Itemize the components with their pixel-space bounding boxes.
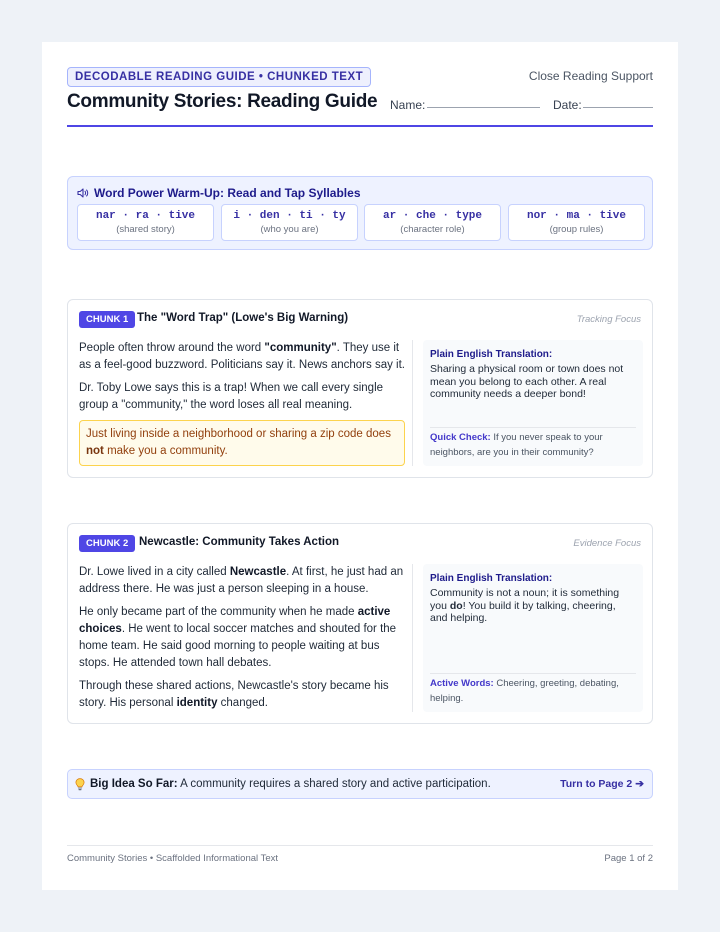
syllable-hint: (character role): [400, 224, 465, 235]
syllable-card-archetype[interactable]: [364, 204, 501, 241]
big-idea-text: Big Idea So Far: A community requires a shared story and active participation.: [90, 778, 491, 790]
chunk-focus: Tracking Focus: [576, 314, 641, 325]
name-field[interactable]: [427, 107, 540, 108]
translation-panel: [423, 564, 643, 712]
chunk-body: [79, 340, 405, 466]
syllable-hint: (shared story): [116, 224, 175, 235]
chunk-title: The "Word Trap" (Lowe's Big Warning): [137, 312, 349, 324]
name-label: Name:: [390, 98, 426, 112]
date-field[interactable]: [583, 107, 653, 108]
support-label: Close Reading Support: [528, 69, 653, 83]
guide-type-badge: DECODABLE READING GUIDE • CHUNKED TEXT: [67, 67, 371, 87]
word-warmup-panel: [67, 176, 653, 250]
chunk-2-card: [67, 523, 653, 724]
chunk-tag: CHUNK 2: [79, 535, 135, 552]
date-label: Date:: [553, 98, 582, 112]
translation-text: Community is not a noun; it is something you do! You build it by talking, cheering, and helping.: [430, 587, 620, 625]
warmup-heading: [77, 186, 361, 200]
worksheet-page: [42, 42, 678, 890]
chunk-title: Newcastle: Community Takes Action: [139, 536, 340, 548]
lightbulb-icon: [75, 778, 85, 791]
big-idea-bar: [67, 769, 653, 799]
quick-check: Quick Check: If you never speak to your neighbors, are you in their community?: [430, 432, 603, 458]
page-number: Page 1 of 2: [604, 853, 653, 864]
key-idea-callout: Just living inside a neighborhood or sharing a zip code does not make you a community.: [79, 420, 405, 466]
header-divider: [67, 125, 653, 127]
syllable-hint: (group rules): [549, 224, 604, 235]
syllable-card-narrative[interactable]: [77, 204, 214, 241]
chunk-paragraph: Dr. Toby Lowe says this is a trap! When we call every single group a "community," the word loses all real meaning.: [79, 382, 384, 411]
chunk-paragraph: People often throw around the word "community". They use it as a feel-good buzzword. Politicians say it. News anchors say it.: [79, 342, 405, 371]
chunk-1-card: [67, 299, 653, 478]
translation-text: Sharing a physical room or town does not mean you belong to each other. A real community needs a deeper bond!: [430, 363, 624, 401]
next-page-link[interactable]: Turn to Page 2 ➔: [560, 778, 644, 790]
speaker-icon: [77, 187, 89, 199]
chunk-tag: CHUNK 1: [79, 311, 135, 328]
chunk-focus: Evidence Focus: [573, 538, 641, 549]
chunk-paragraph: He only became part of the community when he made active choices. He went to local soccer matches and shouted for the home team. He said good morning to people waiting at bus stops. He attended town hall debates.: [79, 606, 397, 669]
syllable-hint: (who you are): [260, 224, 319, 235]
active-words: Active Words: Cheering, greeting, debating, helping.: [430, 678, 619, 704]
syllable-word: i · den · ti · ty: [233, 210, 346, 222]
panel-divider: [430, 427, 636, 428]
footer-divider: [67, 845, 653, 846]
column-divider: [412, 564, 413, 712]
syllable-word: ar · che · type: [382, 210, 483, 222]
translation-panel: [423, 340, 643, 466]
syllable-word: nor · ma · tive: [526, 210, 627, 222]
syllable-card-normative[interactable]: [508, 204, 645, 241]
footer-title: Community Stories • Scaffolded Informational Text: [67, 853, 279, 864]
translation-heading: Plain English Translation:: [430, 349, 553, 360]
warmup-title: Word Power Warm-Up: Read and Tap Syllables: [94, 186, 361, 200]
syllable-word: nar · ra · tive: [95, 210, 196, 222]
chunk-paragraph: Dr. Lowe lived in a city called Newcastle. At first, he just had an address there. He was just a person sleeping in a house.: [79, 566, 404, 595]
panel-divider: [430, 673, 636, 674]
chunk-paragraph: Through these shared actions, Newcastle's story became his story. His personal identity changed.: [79, 680, 389, 709]
page-title: Community Stories: Reading Guide: [67, 91, 378, 112]
chunk-body: [79, 564, 405, 718]
syllable-card-identity[interactable]: [221, 204, 358, 241]
column-divider: [412, 340, 413, 466]
translation-heading: Plain English Translation:: [430, 573, 553, 584]
